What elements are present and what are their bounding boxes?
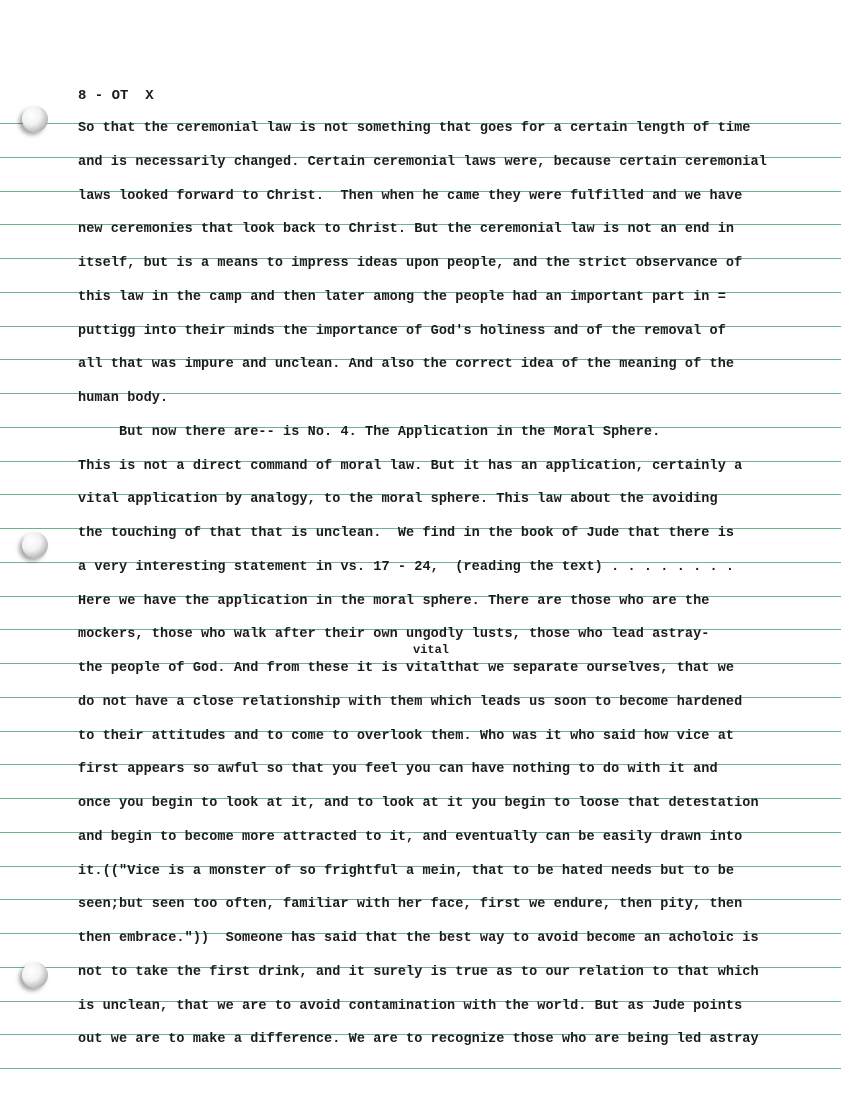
page-header: 8 - OT X <box>78 88 154 104</box>
text-line: new ceremonies that look back to Christ. But the ceremonial law is not an end in <box>78 222 735 238</box>
text-line: then embrace.")) Someone has said that the best way to avoid become an acholoic is <box>78 931 759 946</box>
text-line: This is not a direct command of moral law. But it has an application, certainly a <box>78 458 743 474</box>
text-line: the touching of that that is unclean. We find in the book of Jude that there is <box>78 526 735 541</box>
text-line: human body. <box>78 391 169 406</box>
page-corner-curve-right <box>770 0 841 71</box>
text-line: it.(("Vice is a monster of so frightful a mein, that to be hated needs but to be <box>78 863 735 879</box>
text-line: itself, but is a means to impress ideas upon people, and the strict observance of <box>78 256 743 271</box>
text-line: But now there are-- is No. 4. The Application in the Moral Sphere. <box>78 424 661 440</box>
punch-hole-bottom <box>22 962 48 988</box>
text-line: the people of God. And from these it is vitalthat we separate ourselves, that we <box>78 661 735 676</box>
text-line: not to take the first drink, and it surely is true as to our relation to that which <box>78 964 759 980</box>
text-line: Here we have the application in the moral sphere. There are those who are the <box>78 593 710 609</box>
text-line: vital application by analogy, to the moral sphere. This law about the avoiding <box>78 492 718 508</box>
text-line: out we are to make a difference. We are to recognize those who are being led astray <box>78 1032 759 1048</box>
text-line: and begin to become more attracted to it, and eventually can be easily drawn into <box>78 829 743 845</box>
text-line: laws looked forward to Christ. Then when he came they were fulfilled and we have <box>78 188 743 204</box>
text-line: to their attitudes and to come to overlook them. Who was it who said how vice at <box>78 728 735 744</box>
text-line: do not have a close relationship with them which leads us soon to become hardened <box>78 694 743 710</box>
text-line: once you begin to look at it, and to look at it you begin to loose that detestation <box>78 796 759 811</box>
text-line: mockers, those who walk after their own ungodly lusts, those who lead astray- <box>78 627 710 643</box>
text-line: and is necessarily changed. Certain ceremonial laws were, because certain ceremonial <box>78 154 767 170</box>
rule-line <box>0 1068 841 1069</box>
text-line: puttigg into their minds the importance of God's holiness and of the removal of <box>78 323 726 339</box>
punch-hole-middle <box>22 532 48 558</box>
text-line: a very interesting statement in vs. 17 - 24, (reading the text) . . . . . . . . <box>78 559 735 575</box>
text-line: this law in the camp and then later among the people had an important part in = <box>78 289 726 305</box>
text-line: So that the ceremonial law is not something that goes for a certain length of time <box>78 121 751 136</box>
text-line: first appears so awful so that you feel you can have nothing to do with it and <box>78 762 718 778</box>
text-line: all that was impure and unclean. And also the correct idea of the meaning of the <box>78 357 735 373</box>
page-corner-curve-left <box>0 0 71 71</box>
text-line: is unclean, that we are to avoid contamination with the world. But as Jude points <box>78 998 743 1014</box>
text-line: seen;but seen too often, familiar with her face, first we endure, then pity, then <box>78 897 743 913</box>
inserted-word-vital: vital <box>413 643 450 657</box>
punch-hole-top <box>22 106 48 132</box>
